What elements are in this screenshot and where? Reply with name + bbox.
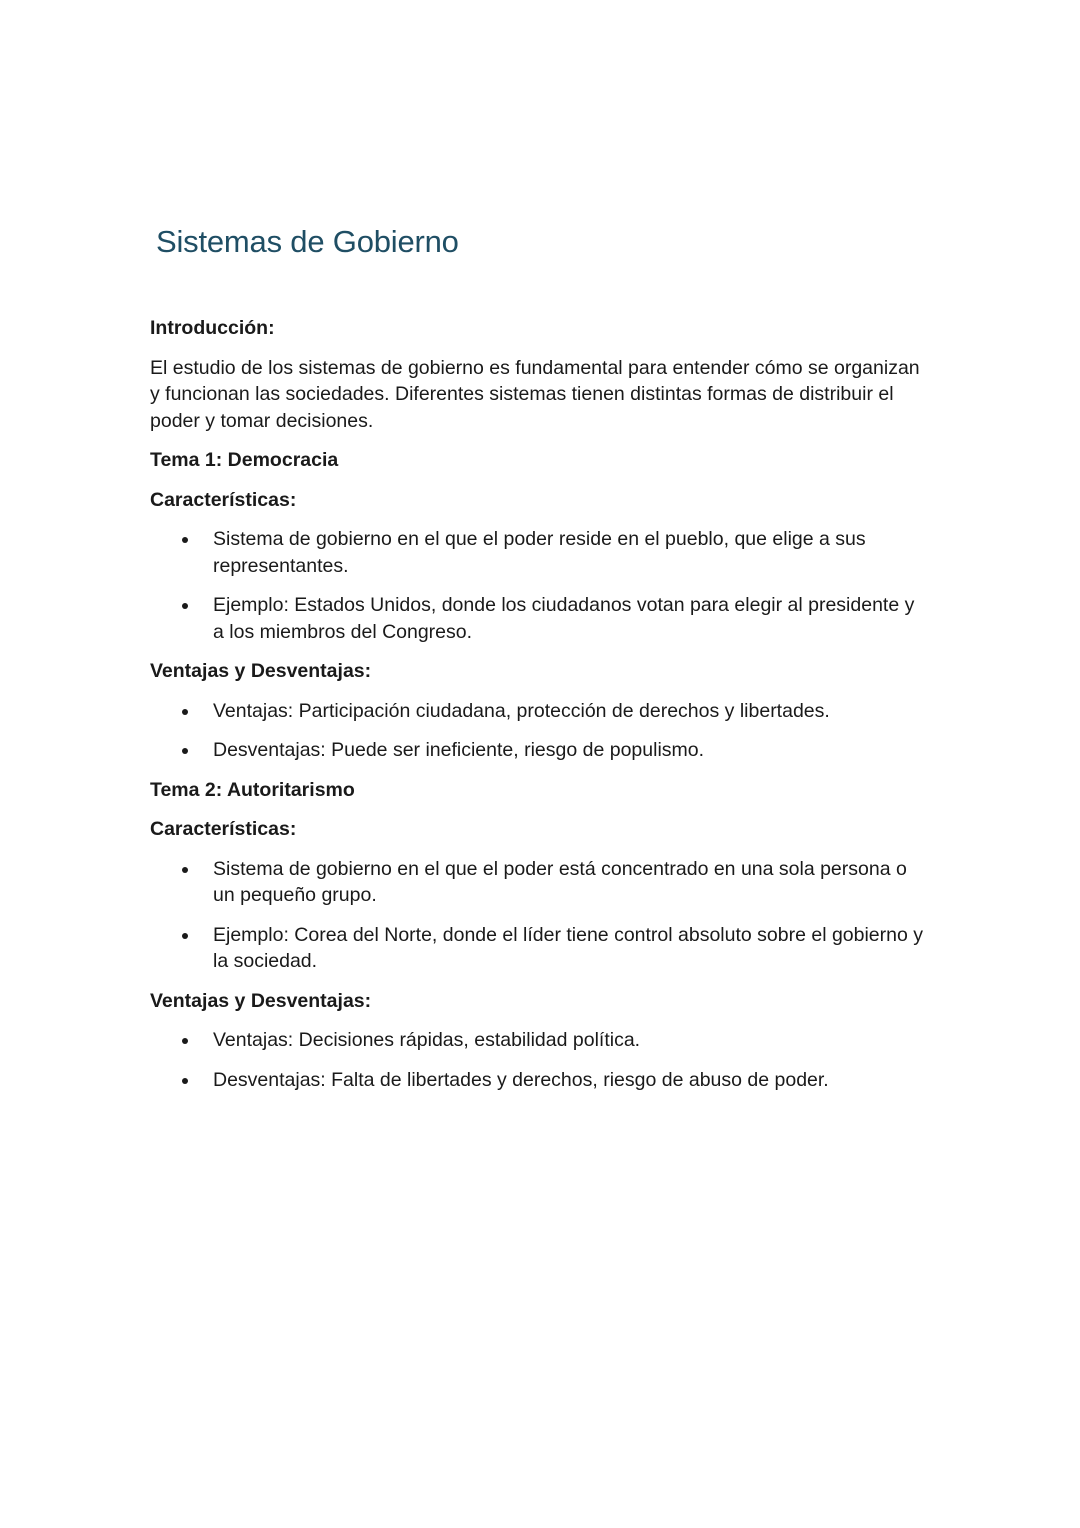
topic-section-autoritarismo bbox=[150, 777, 930, 1094]
intro-paragraph: El estudio de los sistemas de gobierno es fundamental para entender cómo se organizan y funcionan las sociedades. Diferentes sistemas tienen distintas formas de distribuir el poder y tomar decisiones. bbox=[150, 356, 920, 432]
bullet-icon bbox=[182, 1038, 188, 1044]
list-item-text: Ventajas: Decisiones rápidas, estabilidad política. bbox=[213, 1029, 641, 1051]
list-item bbox=[150, 856, 930, 909]
document-title: Sistemas de Gobierno bbox=[156, 224, 459, 259]
pros-cons-heading: Ventajas y Desventajas: bbox=[150, 660, 372, 682]
list-item-text: Desventajas: Falta de libertades y derechos, riesgo de abuso de poder. bbox=[213, 1068, 829, 1091]
pros-cons-heading: Ventajas y Desventajas: bbox=[150, 989, 372, 1012]
bullet-icon bbox=[182, 748, 188, 754]
list-item-text: Ventajas: Participación ciudadana, protección de derechos y libertades. bbox=[213, 699, 830, 722]
list-item-text: Sistema de gobierno en el que el poder está concentrado en una sola persona o un pequeño grupo. bbox=[213, 857, 907, 906]
characteristics-heading: Características: bbox=[150, 818, 297, 840]
topic-heading: Tema 2: Autoritarismo bbox=[150, 778, 355, 801]
list-item bbox=[150, 922, 930, 975]
list-item-text: Ejemplo: Estados Unidos, donde los ciudadanos votan para elegir al presidente y a los miembros del Congreso. bbox=[213, 594, 915, 643]
bullet-icon bbox=[182, 867, 188, 873]
list-item-text: Desventajas: Puede ser ineficiente, riesgo de populismo. bbox=[213, 739, 705, 761]
pros-cons-list bbox=[150, 698, 930, 764]
list-item bbox=[150, 737, 930, 764]
list-item bbox=[150, 1067, 930, 1094]
bullet-icon bbox=[182, 537, 188, 543]
list-item bbox=[150, 592, 930, 645]
bullet-icon bbox=[182, 709, 188, 715]
characteristics-list bbox=[150, 526, 930, 645]
list-item bbox=[150, 698, 930, 725]
list-item-text: Sistema de gobierno en el que el poder reside en el pueblo, que elige a sus representantes. bbox=[213, 528, 866, 577]
characteristics-heading: Características: bbox=[150, 488, 297, 511]
characteristics-list bbox=[150, 856, 930, 975]
list-item bbox=[150, 1027, 930, 1054]
bullet-icon bbox=[182, 1078, 188, 1084]
list-item bbox=[150, 526, 930, 579]
topic-heading: Tema 1: Democracia bbox=[150, 449, 339, 471]
pros-cons-list bbox=[150, 1027, 930, 1093]
bullet-icon bbox=[182, 603, 188, 609]
document-body bbox=[150, 315, 930, 1106]
intro-heading: Introducción: bbox=[150, 317, 275, 339]
topic-section-democracia bbox=[150, 447, 930, 764]
list-item-text: Ejemplo: Corea del Norte, donde el líder tiene control absoluto sobre el gobierno y la sociedad. bbox=[213, 923, 924, 972]
bullet-icon bbox=[182, 933, 188, 939]
